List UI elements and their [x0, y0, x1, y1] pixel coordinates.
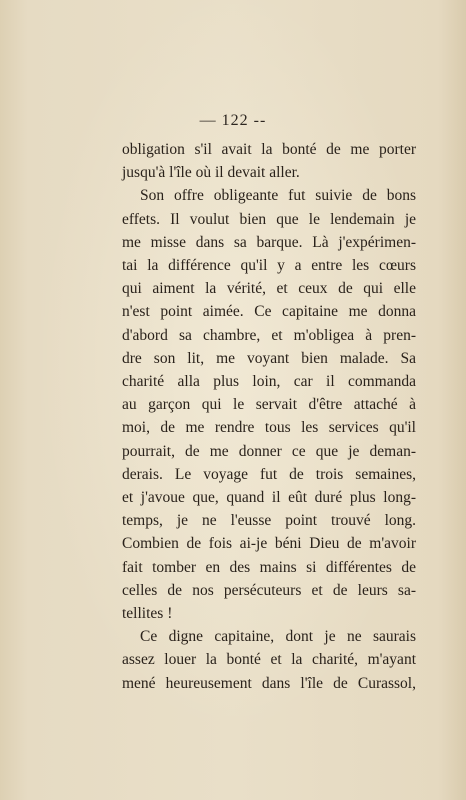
body-text: [122, 138, 416, 695]
text-line: tellites !: [122, 605, 173, 623]
text-line: dre son lit, me voyant bien malade. Sa: [122, 349, 416, 367]
text-line: mené heureusement dans l'île de Curassol,: [122, 674, 416, 692]
text-line: derais. Le voyage fut de trois semaines,: [122, 465, 416, 483]
text-line: me misse dans sa barque. Là j'expérimen-: [122, 233, 416, 251]
text-line: Son offre obligeante fut suivie de bons: [140, 187, 416, 205]
text-line: pourrait, de me donner ce que je deman-: [122, 442, 416, 460]
text-line: fait tomber en des mains si différentes de: [122, 558, 416, 576]
text-line: qui aiment la vérité, et ceux de qui elle: [122, 280, 416, 298]
text-line: d'abord sa chambre, et m'obligea à pren-: [122, 326, 416, 344]
text-line: et j'avoue que, quand il eût duré plus long-: [122, 489, 416, 507]
text-line: moi, de me rendre tous les services qu'il: [122, 419, 416, 437]
text-line: Combien de fois ai-je béni Dieu de m'avoir: [122, 535, 416, 553]
text-line: Ce digne capitaine, dont je ne saurais: [140, 628, 416, 646]
text-line: effets. Il voulut bien que le lendemain je: [122, 210, 416, 228]
text-line: tai la différence qu'il y a entre les cœurs: [122, 257, 416, 275]
text-line: assez louer la bonté et la charité, m'ayant: [122, 651, 416, 669]
text-line: au garçon qui le servait d'être attaché à: [122, 396, 416, 414]
text-line: celles de nos persécuteurs et de leurs sa-: [122, 581, 416, 599]
page-number: — 122 --: [199, 112, 267, 129]
text-line: obligation s'il avait la bonté de me porter: [122, 141, 416, 158]
text-line: n'est point aimée. Ce capitaine me donna: [122, 303, 416, 321]
text-line: temps, je ne l'eusse point trouvé long.: [122, 512, 416, 530]
text-line: jusqu'à l'île où il devait aller.: [122, 164, 300, 182]
text-line: charité alla plus loin, car il commanda: [122, 373, 416, 391]
